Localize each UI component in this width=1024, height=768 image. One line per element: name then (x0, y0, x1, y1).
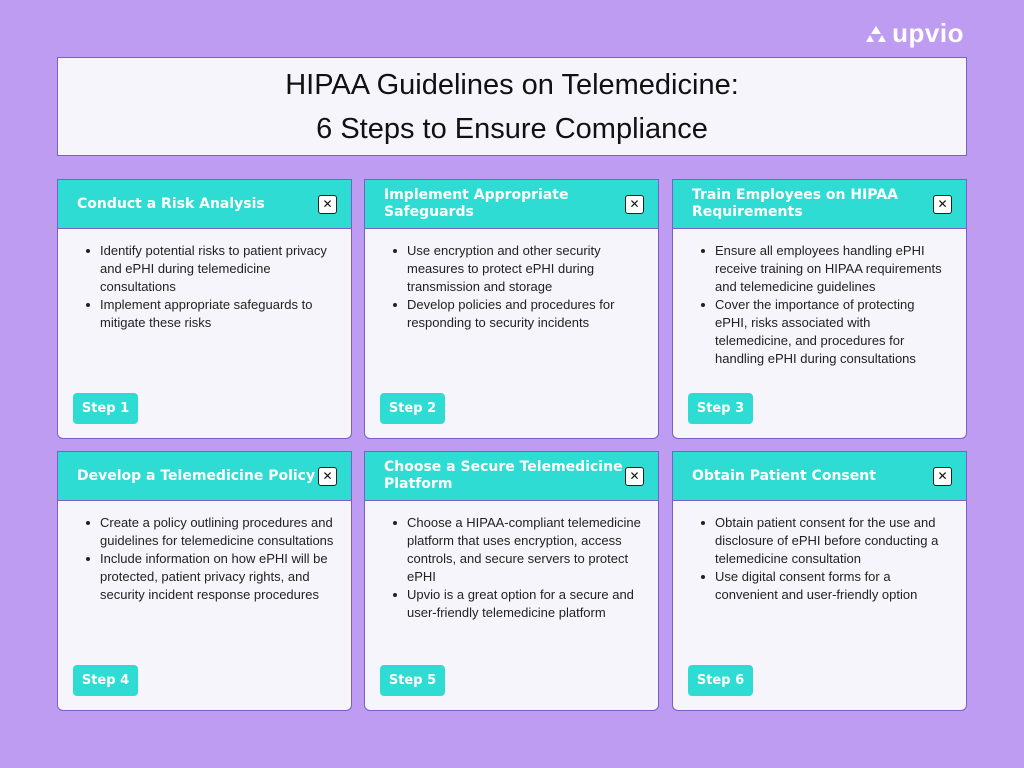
card-header (673, 180, 966, 229)
step-badge: Step 6 (688, 665, 753, 696)
card-body (673, 501, 966, 604)
list-item: Ensure all employees handling ePHI receive training on HIPAA requirements and telemedicine guidelines (699, 242, 950, 296)
page-title-line-2: 6 Steps to Ensure Compliance (316, 112, 708, 145)
card-body (58, 229, 351, 332)
card-header (673, 452, 966, 501)
list-item: Implement appropriate safeguards to mitigate these risks (84, 296, 335, 332)
step-card-6 (672, 451, 967, 711)
list-item: Create a policy outlining procedures and guidelines for telemedicine consultations (84, 514, 335, 550)
list-item: Choose a HIPAA-compliant telemedicine platform that uses encryption, access controls, and secure servers to protect ePHI (391, 514, 642, 586)
brand-name: upvio (892, 18, 964, 48)
list-item: Identify potential risks to patient privacy and ePHI during telemedicine consultations (84, 242, 335, 296)
step-badge: Step 4 (73, 665, 138, 696)
title-banner (57, 57, 967, 156)
card-title: Implement Appropriate Safeguards (384, 187, 569, 220)
step-card-2 (364, 179, 659, 439)
bullet-list (391, 242, 642, 332)
card-body (58, 501, 351, 604)
close-icon[interactable]: ✕ (318, 195, 337, 214)
close-icon[interactable]: ✕ (625, 467, 644, 486)
card-header (58, 180, 351, 229)
card-title: Conduct a Risk Analysis (77, 195, 265, 212)
step-badge: Step 3 (688, 393, 753, 424)
bullet-list (84, 242, 335, 332)
card-body (365, 501, 658, 622)
bullet-list (699, 514, 950, 604)
card-title: Obtain Patient Consent (692, 467, 876, 484)
upvio-logo-icon (866, 25, 886, 43)
close-icon[interactable]: ✕ (625, 195, 644, 214)
card-header (365, 452, 658, 501)
list-item: Develop policies and procedures for responding to security incidents (391, 296, 642, 332)
bullet-list (699, 242, 950, 368)
step-card-1 (57, 179, 352, 439)
card-title: Train Employees on HIPAA Requirements (692, 187, 898, 220)
card-title: Choose a Secure Telemedicine Platform (384, 459, 623, 492)
step-badge: Step 1 (73, 393, 138, 424)
card-body (365, 229, 658, 332)
step-badge: Step 2 (380, 393, 445, 424)
step-card-5 (364, 451, 659, 711)
step-card-3 (672, 179, 967, 439)
close-icon[interactable]: ✕ (933, 467, 952, 486)
list-item: Use encryption and other security measures to protect ePHI during transmission and storage (391, 242, 642, 296)
bullet-list (84, 514, 335, 604)
step-badge: Step 5 (380, 665, 445, 696)
card-header (365, 180, 658, 229)
list-item: Include information on how ePHI will be protected, patient privacy rights, and security incident response procedures (84, 550, 335, 604)
step-card-4 (57, 451, 352, 711)
close-icon[interactable]: ✕ (933, 195, 952, 214)
list-item: Obtain patient consent for the use and disclosure of ePHI before conducting a telemedicine consultation (699, 514, 950, 568)
list-item: Upvio is a great option for a secure and user-friendly telemedicine platform (391, 586, 642, 622)
card-title: Develop a Telemedicine Policy (77, 467, 316, 484)
list-item: Use digital consent forms for a convenient and user-friendly option (699, 568, 950, 604)
bullet-list (391, 514, 642, 622)
list-item: Cover the importance of protecting ePHI, risks associated with telemedicine, and procedures for handling ePHI during consultations (699, 296, 950, 368)
page-title-line-1: HIPAA Guidelines on Telemedicine: (285, 68, 739, 101)
close-icon[interactable]: ✕ (318, 467, 337, 486)
card-header (58, 452, 351, 501)
upvio-logo (866, 18, 964, 49)
card-body (673, 229, 966, 368)
